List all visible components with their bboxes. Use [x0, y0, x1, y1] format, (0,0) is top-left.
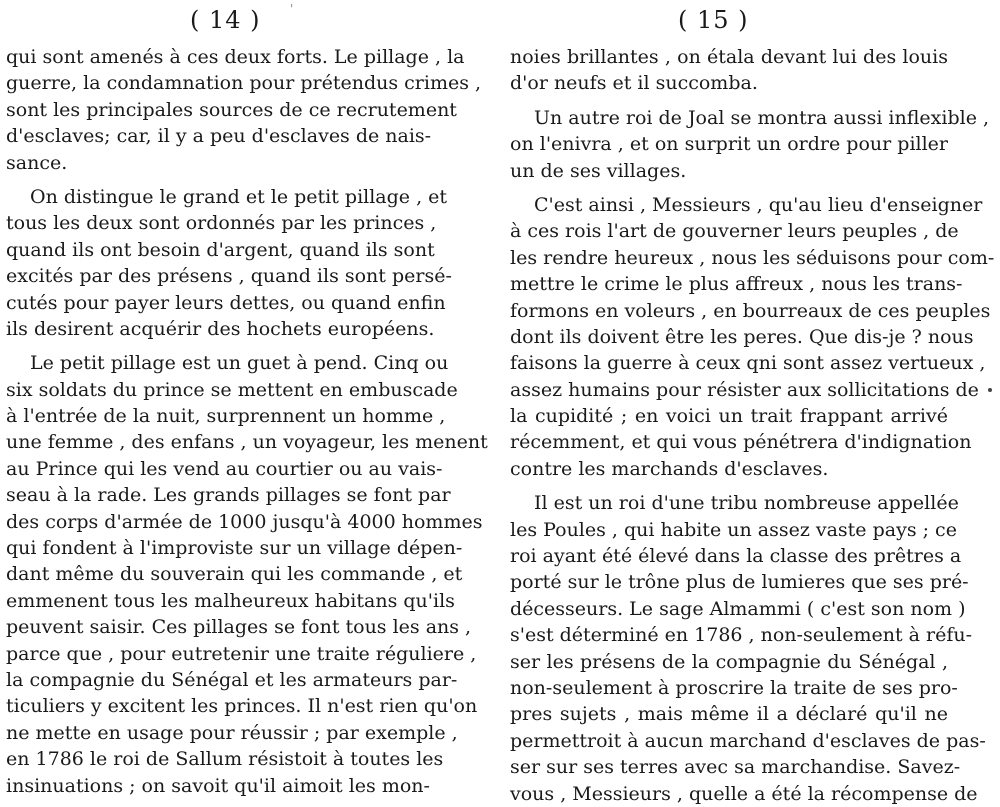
text-line: tous les deux sont ordonnés par les princes , — [6, 212, 437, 235]
text-line: guerre, la condamnation pour prétendus crimes , — [6, 72, 482, 95]
text-line: ils desirent acquérir des hochets européens. — [6, 317, 435, 340]
text-line: cutés pour payer leurs dettes, ou quand enfin — [6, 291, 446, 314]
text-line: qui sont amenés à ces deux forts. Le pillage , la — [6, 46, 465, 68]
text-line: insinuations ; on savoit qu'il aimoit les mon- — [6, 774, 430, 797]
text-line: un de ses villages. — [510, 159, 687, 182]
text-line: s'est déterminé en 1786 , non-seulement à réfu- — [510, 624, 973, 647]
text-line: peuvent saisir. Ces pillages se font tous les ans , — [6, 616, 472, 639]
paragraph — [510, 192, 995, 482]
text-line: sance. — [6, 151, 68, 174]
text-line: assez humains pour résister aux sollicitations de — [510, 378, 979, 401]
paragraph — [6, 350, 488, 799]
text-line: les Poules , qui habite un assez vaste pays ; ce — [510, 518, 957, 541]
text-line: en 1786 le roi de Sallum résistoit à toutes les — [6, 748, 444, 771]
text-line: récemment, et qui vous pénétrera d'indignation — [510, 431, 972, 454]
text-line: sont les principales sources de ce recrutement — [6, 98, 457, 121]
text-line: les rendre heureux , nous les séduisons pour com- — [510, 246, 995, 269]
text-line: au Prince qui les vend au courtier ou au vais- — [6, 457, 443, 480]
text-line: formons en voleurs , en bourreaux de ces peuples — [510, 299, 991, 322]
right-page-number: ( 15 ) — [678, 6, 749, 34]
text-line: six soldats du prince se mettent en embuscade — [6, 378, 458, 401]
text-line: non-seulement à proscrire la traite de ses pro- — [510, 676, 958, 699]
text-line: C'est ainsi , Messieurs , qu'au lieu d'enseigner — [534, 193, 983, 216]
text-line: faisons la guerre à ceux qni sont assez vertueux , — [510, 352, 986, 375]
text-line: une femme , des enfans , un voyageur, les menent — [6, 431, 488, 454]
text-line: qui fondent à l'improviste sur un village dépen- — [6, 537, 463, 560]
text-line: emmenent tous les malheureux habitans qu'ils — [6, 589, 455, 612]
text-line: parce que , pour eutretenir une traite réguliere , — [6, 642, 477, 665]
paragraph — [6, 44, 482, 176]
text-line: Il est un roi d'une tribu nombreuse appellée — [534, 492, 959, 515]
text-line: Un autre roi de Joal se montra aussi inflexible , — [534, 106, 990, 129]
text-line: dont ils doivent être les peres. Que dis-je ? nous — [510, 325, 974, 348]
text-line: mettre le crime le plus affreux , nous les trans- — [510, 273, 963, 296]
text-line: quand ils ont besoin d'argent, quand ils sont — [6, 238, 435, 261]
left-page-text — [6, 44, 488, 799]
paragraph — [510, 105, 990, 184]
text-line: la compagnie du Sénégal et les armateurs par- — [6, 668, 458, 691]
text-line: la cupidité ; en voici un trait frappant arrivé — [510, 405, 948, 428]
ink-speck — [988, 388, 992, 392]
text-line: on l'enivra , et on surprit un ordre pour piller — [510, 133, 948, 156]
text-line: des corps d'armée de 1000 jusqu'à 4000 hommes — [6, 510, 483, 533]
text-line: roi ayant été élevé dans la classe des prêtres a — [510, 545, 962, 568]
paragraph — [510, 490, 986, 807]
text-line: On distingue le grand et le petit pillage , et — [30, 185, 448, 208]
paragraph — [6, 184, 452, 342]
right-page-text — [510, 44, 995, 807]
text-line: d'esclaves; car, il y a peu d'esclaves de nais- — [6, 125, 432, 148]
text-line: permettroit à aucun marchand d'esclaves de pas- — [510, 729, 986, 752]
text-line: à l'entrée de la nuit, surprennent un homme , — [6, 405, 446, 428]
text-line: vous , Messieurs , quelle a été la récompense de — [510, 782, 978, 805]
text-line: ser sur ses terres avec sa marchandise. Savez- — [510, 756, 961, 779]
text-line: seau à la rade. Les grands pillages se font par — [6, 484, 451, 507]
text-line: d'or neufs et il succomba. — [510, 72, 758, 95]
text-line: ne mette en usage pour réussir ; par exemple , — [6, 721, 458, 744]
paragraph — [510, 44, 948, 97]
text-line: contre les marchands d'esclaves. — [510, 457, 829, 480]
text-line: ticuliers y excitent les princes. Il n'est rien qu'on — [6, 695, 478, 718]
text-line: décesseurs. Le sage Almammi ( c'est son nom ) — [510, 597, 966, 620]
text-line: dant même du souverain qui les commande , et — [6, 563, 463, 586]
text-line: ser les présens de la compagnie du Sénégal , — [510, 650, 948, 673]
text-line: à ces rois l'art de gouverner leurs peuples , de — [510, 220, 959, 243]
text-line: Le petit pillage est un guet à pend. Cinq ou — [30, 352, 449, 375]
gutter-mark: ' — [290, 2, 294, 16]
text-line: porté sur le trône plus de lumieres que ses pré- — [510, 571, 969, 594]
text-line: pres sujets , mais même il a déclaré qu'il ne — [510, 703, 948, 726]
text-line: noies brillantes , on étala devant lui des louis — [510, 46, 948, 68]
text-line: excités par des présens , quand ils sont persé- — [6, 265, 452, 288]
left-page-number: ( 14 ) — [190, 6, 261, 34]
